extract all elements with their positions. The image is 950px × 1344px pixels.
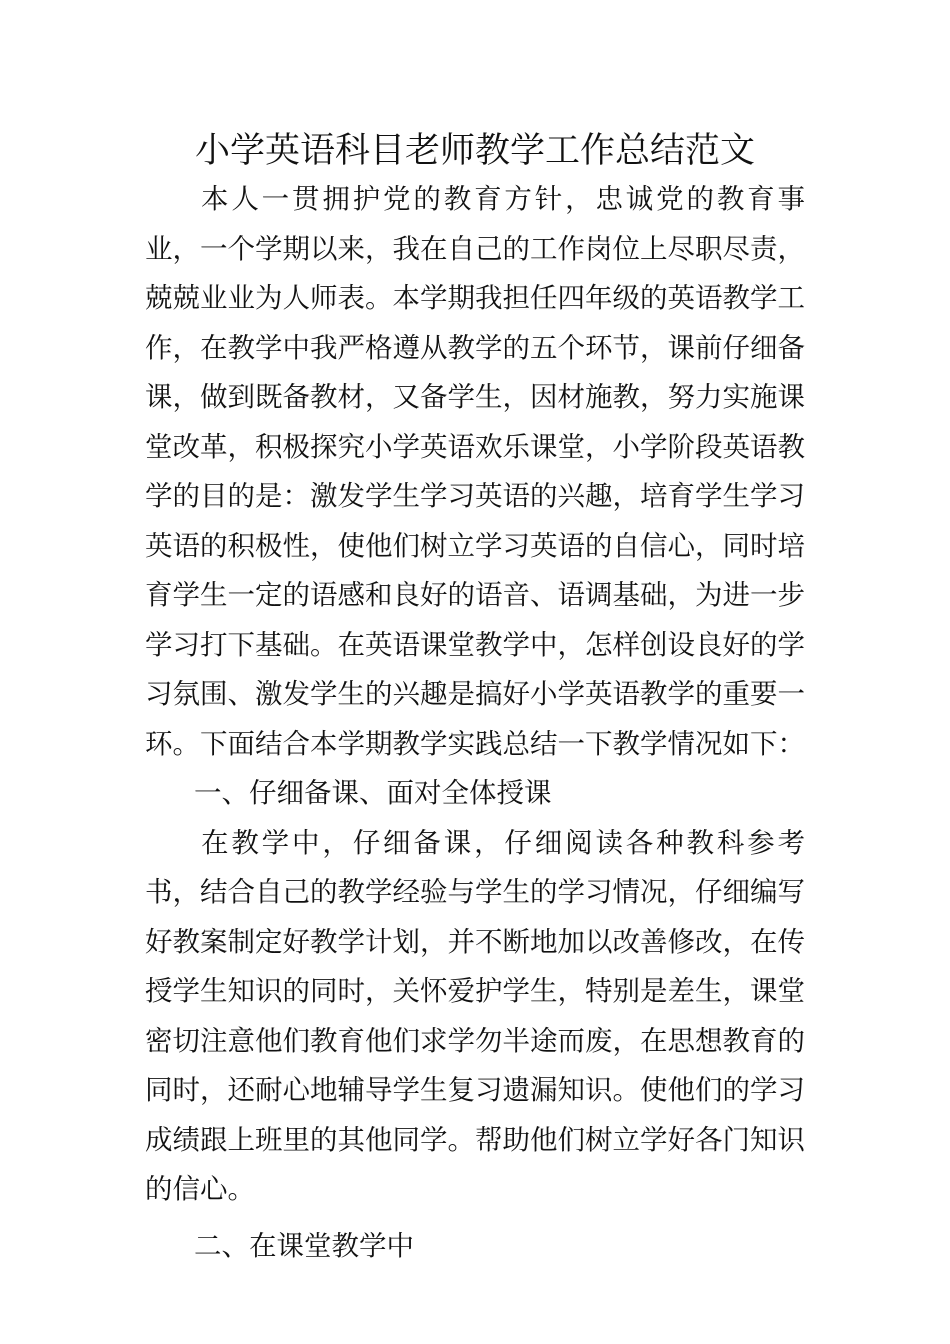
paragraph-section-1: 在教学中，仔细备课，仔细阅读各种教科参考书，结合自己的教学经验与学生的学习情况，仔细编写好教案制定好教学计划，并不断地加以改善修改，在传授学生知识的同时，关怀爱护学生，特别是差生，课堂密切注意他们教育他们求学勿半途而废，在思想教育的同时，还耐心地辅导学生复习遗漏知识。使他们的学习成绩跟上班里的其他同学。帮助他们树立学好各门知识的信心。 <box>145 826 805 1205</box>
section-heading-1: 一、仔细备课、面对全体授课 <box>194 777 552 809</box>
document-body <box>145 175 805 1271</box>
section-heading-2: 二、在课堂教学中 <box>194 1229 414 1262</box>
paragraph-intro: 本人一贯拥护党的教育方针，忠诚党的教育事业，一个学期以来，我在自己的工作岗位上尽职尽责，兢兢业业为人师表。本学期我担任四年级的英语教学工作，在教学中我严格遵从教学的五个环节，课前仔细备课，做到既备教材，又备学生，因材施教，努力实施课堂改革，积极探究小学英语欢乐课堂，小学阶段英语教学的目的是：激发学生学习英语的兴趣，培育学生学习英语的积极性，使他们树立学习英语的自信心，同时培育学生一定的语感和良好的语音、语调基础，为进一步学习打下基础。在英语课堂教学中，怎样创设良好的学习氛围、激发学生的兴趣是搞好小学英语教学的重要一环。下面结合本学期教学实践总结一下教学情况如下： <box>145 183 805 760</box>
document-title: 小学英语科目老师教学工作总结范文 <box>194 131 755 171</box>
